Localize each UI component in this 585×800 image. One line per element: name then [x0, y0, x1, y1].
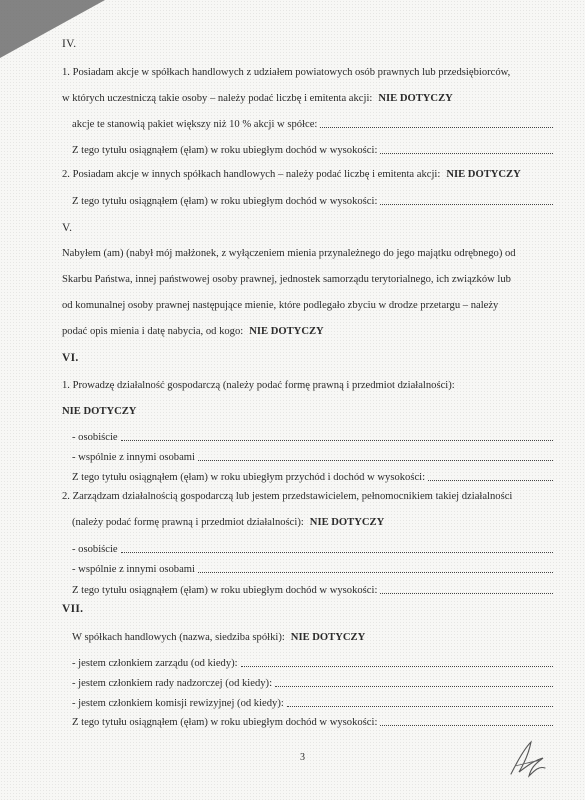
s6-p1-wspolnie: - wspólnie z innymi osobami [72, 451, 553, 464]
s6-p2-line2: (należy podać formę prawną i przedmiot działalności): NIE DOTYCZY [72, 517, 385, 528]
s6-p2-line1: 2. Zarządzam działalnością gospodarczą lub jestem przedstawicielem, pełnomocnikiem takiej działalności [62, 491, 513, 502]
s7-income: Z tego tytułu osiągnąłem (ęłam) w roku ubiegłym dochód w wysokości: [72, 716, 553, 729]
s7-line1: W spółkach handlowych (nazwa, siedziba spółki): NIE DOTYCZY [72, 632, 366, 643]
section-iv-title: IV. [62, 38, 77, 50]
page-number: 3 [300, 752, 305, 763]
s4-p1-income: Z tego tytułu osiągnąłem (ęłam) w roku ubiegłym dochód w wysokości: [72, 144, 553, 157]
s6-p2-wspolnie: - wspólnie z innymi osobami [72, 563, 553, 576]
s4-p2-income: Z tego tytułu osiągnąłem (ęłam) w roku ubiegłym dochód w wysokości: [72, 195, 553, 208]
s5-value: NIE DOTYCZY [249, 326, 324, 337]
s6-p1-income: Z tego tytułu osiągnąłem (ęłam) w roku ubiegłym przychód i dochód w wysokości: [72, 471, 553, 484]
s6-p2-income: Z tego tytułu osiągnąłem (ęłam) w roku ubiegłym dochód w wysokości: [72, 584, 553, 597]
s4-p1-value: NIE DOTYCZY [378, 93, 453, 104]
s7-rada: - jestem członkiem rady nadzorczej (od kiedy): [72, 677, 553, 690]
signature-icon [505, 738, 549, 782]
s4-p1-line1: 1. Posiadam akcje w spółkach handlowych z udziałem powiatowych osób prawnych lub przedsiębiorców, [62, 67, 511, 78]
section-v-title: V. [62, 222, 73, 234]
s5-line1: Nabyłem (am) (nabył mój małżonek, z wyłączeniem mienia przynależnego do jego majątku odrębnego) od [62, 248, 516, 259]
s4-p2-line1: 2. Posiadam akcje w innych spółkach handlowych – należy podać liczbę i emitenta akcji: NIE DOTYCZY [62, 169, 521, 180]
s6-p2-osobiscie: - osobiście [72, 543, 553, 556]
s6-p1-value: NIE DOTYCZY [62, 406, 137, 417]
s4-p1-line2: w których uczestniczą takie osoby – należy podać liczbę i emitenta akcji: NIE DOTYCZY [62, 93, 453, 104]
s7-zarzad: - jestem członkiem zarządu (od kiedy): [72, 657, 553, 670]
s7-komisja: - jestem członkiem komisji rewizyjnej (od kiedy): [72, 697, 553, 710]
s5-line4: podać opis mienia i datę nabycia, od kogo: NIE DOTYCZY [62, 326, 324, 337]
s6-p2-value: NIE DOTYCZY [309, 517, 385, 528]
s5-line2: Skarbu Państwa, innej państwowej osoby prawnej, jednostek samorządu terytorialnego, ich związków lub [62, 274, 511, 285]
s4-p1-line3: akcje te stanowią pakiet większy niż 10 % akcji w spółce: [72, 118, 553, 131]
s5-line3: od komunalnej osoby prawnej następujące mienie, które podlegało zbyciu w drodze przetargu – należy [62, 300, 499, 311]
s6-p1-line1: 1. Prowadzę działalność gospodarczą (należy podać formę prawną i przedmiot działalności): [62, 380, 455, 391]
section-vi-title: VI. [62, 352, 79, 364]
s6-p1-osobiscie: - osobiście [72, 431, 553, 444]
s7-value: NIE DOTYCZY [290, 632, 366, 643]
s4-p2-value: NIE DOTYCZY [446, 169, 521, 180]
section-vii-title: VII. [62, 603, 84, 615]
